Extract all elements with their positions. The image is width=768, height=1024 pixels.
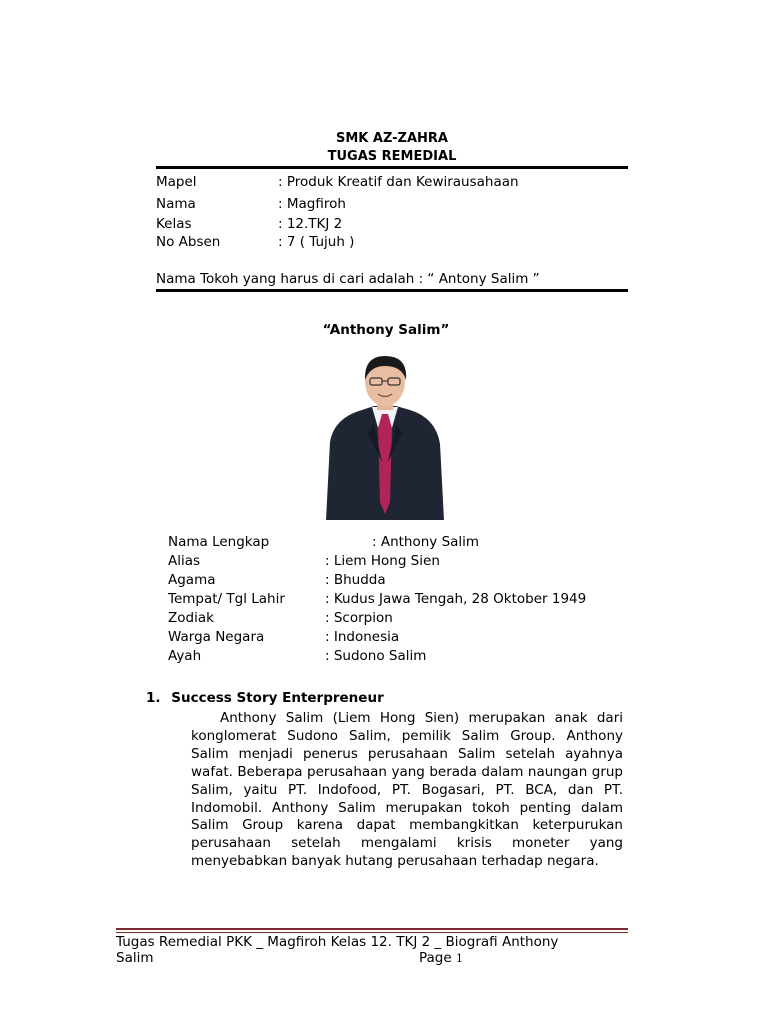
info-label: No Absen bbox=[156, 234, 221, 250]
page-number: 1 bbox=[455, 952, 463, 965]
bio-value: : Sudono Salim bbox=[325, 648, 427, 664]
bio-value: : Anthony Salim bbox=[372, 534, 480, 550]
info-label: Kelas bbox=[156, 216, 192, 232]
info-label: Nama bbox=[156, 196, 196, 212]
bio-label: Tempat/ Tgl Lahir bbox=[168, 591, 285, 607]
portrait-photo bbox=[322, 352, 448, 522]
bio-label: Nama Lengkap bbox=[168, 534, 270, 550]
school-name: SMK AZ-ZAHRA bbox=[336, 131, 448, 146]
assignment-text: Nama Tokoh yang harus di cari adalah : “ Antony Salim ” bbox=[156, 271, 540, 287]
info-value: : 12.TKJ 2 bbox=[278, 216, 343, 232]
footer-rule-top bbox=[116, 928, 628, 930]
info-value: : Produk Kreatif dan Kewirausahaan bbox=[278, 174, 519, 190]
bio-label: Zodiak bbox=[168, 610, 214, 626]
bio-value: : Liem Hong Sien bbox=[325, 553, 440, 569]
bio-value: : Indonesia bbox=[325, 629, 400, 645]
bio-label: Alias bbox=[168, 553, 201, 569]
bio-value: : Scorpion bbox=[325, 610, 393, 626]
section-heading bbox=[146, 690, 384, 706]
page-indicator bbox=[419, 950, 463, 966]
footer-rule-bottom bbox=[116, 932, 628, 933]
info-label: Mapel bbox=[156, 174, 197, 190]
info-value: : Magfiroh bbox=[278, 196, 346, 212]
figure-title: “Anthony Salim” bbox=[322, 322, 450, 338]
info-value: : 7 ( Tujuh ) bbox=[278, 234, 355, 250]
paragraph-text: Anthony Salim (Liem Hong Sien) merupakan anak dari konglomerat Sudono Salim, pemilik Salim Group. Anthony Salim menjadi penerus perusahaan Salim setelah ayahnya wafat. Beberapa perusahaan yang berada dalam naungan grup Salim, yaitu PT. Indofood, PT. Bogasari, PT. BCA, dan PT. Indomobil. Anthony Salim merupakan tokoh penting dalam Salim Group karena dapat membangkitkan keterpurukan perusahaan setelah mengalami krisis moneter yang menyebabkan banyak hutang perusahaan terhadap negara. bbox=[191, 710, 623, 870]
footer-line-2: Salim bbox=[116, 950, 154, 966]
bio-label: Warga Negara bbox=[168, 629, 265, 645]
bio-value: : Bhudda bbox=[325, 572, 386, 588]
person-portrait-icon bbox=[322, 352, 448, 522]
bio-label: Agama bbox=[168, 572, 216, 588]
section-number: 1. bbox=[146, 690, 161, 706]
page-label: Page bbox=[419, 950, 452, 966]
success-story-paragraph bbox=[191, 710, 623, 871]
assignment-rule bbox=[156, 289, 628, 292]
bio-label: Ayah bbox=[168, 648, 202, 664]
section-title: Success Story Enterpreneur bbox=[171, 690, 384, 706]
bio-value: : Kudus Jawa Tengah, 28 Oktober 1949 bbox=[325, 591, 587, 607]
document-title: TUGAS REMEDIAL bbox=[327, 149, 457, 164]
footer-line-1: Tugas Remedial PKK _ Magfiroh Kelas 12. TKJ 2 _ Biografi Anthony bbox=[116, 934, 559, 950]
header-rule bbox=[156, 166, 628, 169]
